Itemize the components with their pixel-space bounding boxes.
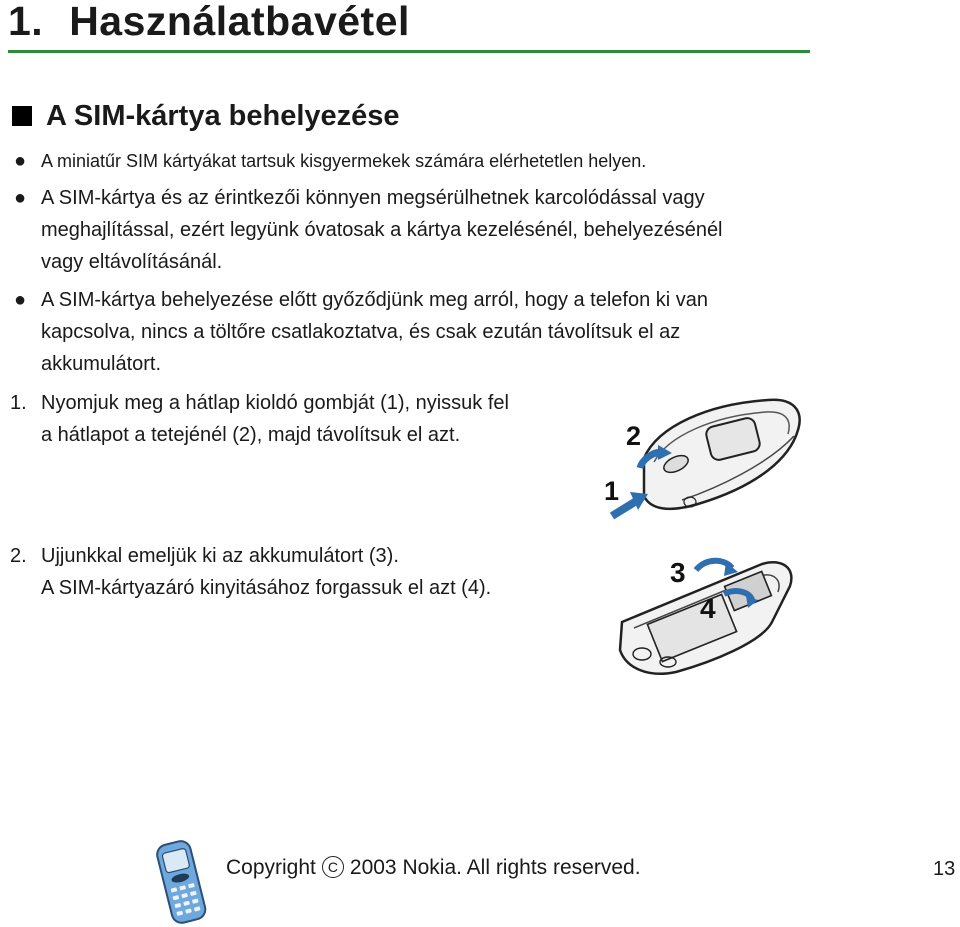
bullet-3-line-2: kapcsolva, nincs a töltőre csatlakoztatva, és csak ezután távolítsuk el az <box>41 321 681 343</box>
section-title-text: A SIM-kártya behelyezése <box>46 100 400 132</box>
phone-thumbnail-icon <box>150 838 212 924</box>
step-2-line-1: Ujjunkkal emeljük ki az akkumulátort (3). <box>41 545 399 567</box>
page-number: 13 <box>933 858 956 880</box>
figure2-label-3: 3 <box>670 557 686 588</box>
step-1-line-2: a hátlapot a tetejénél (2), majd távolítsuk el azt. <box>41 424 461 446</box>
figure1-label-2: 2 <box>626 421 642 451</box>
bullet-3-line-1: A SIM-kártya behelyezése előtt győződjünk meg arról, hogy a telefon ki van <box>41 289 709 311</box>
copyright-notice <box>226 856 641 880</box>
step-2-number: 2. <box>10 545 27 567</box>
chapter-title-text: Használatbavétel <box>69 0 410 44</box>
bullet-3-line-3: akkumulátort. <box>41 353 162 375</box>
chapter-rule <box>8 50 810 53</box>
bullet-dot-icon: ● <box>14 187 27 209</box>
step-1-line-1: Nyomjuk meg a hátlap kioldó gombját (1), nyissuk fel <box>41 392 509 414</box>
figure1-label-1: 1 <box>604 476 620 506</box>
chapter-title <box>8 0 410 45</box>
battery-removal-illustration <box>612 550 798 678</box>
section-title <box>12 100 400 133</box>
chapter-number: 1. <box>8 0 44 44</box>
back-cover-removal-illustration <box>598 396 808 522</box>
figure2-label-4: 4 <box>700 593 716 624</box>
step-1-number: 1. <box>10 392 27 414</box>
copyright-symbol-icon: C <box>322 856 344 878</box>
bullet-dot-icon: ● <box>14 150 27 172</box>
copyright-suffix: 2003 Nokia. All rights reserved. <box>349 856 641 879</box>
section-square-icon <box>12 106 32 126</box>
bullet-2-line-3: vagy eltávolításánál. <box>41 251 223 273</box>
bullet-2-line-2: meghajlítással, ezért legyünk óvatosak a kártya kezelésénél, behelyezésénél <box>41 219 723 241</box>
bullet-dot-icon: ● <box>14 289 27 311</box>
bullet-1-line-1: A miniatűr SIM kártyákat tartsuk kisgyermekek számára elérhetetlen helyen. <box>41 151 647 171</box>
copyright-prefix: Copyright <box>226 856 316 879</box>
step-2-line-2: A SIM-kártyazáró kinyitásához forgassuk el azt (4). <box>41 577 492 599</box>
bullet-2-line-1: A SIM-kártya és az érintkezői könnyen megsérülhetnek karcolódással vagy <box>41 187 705 209</box>
